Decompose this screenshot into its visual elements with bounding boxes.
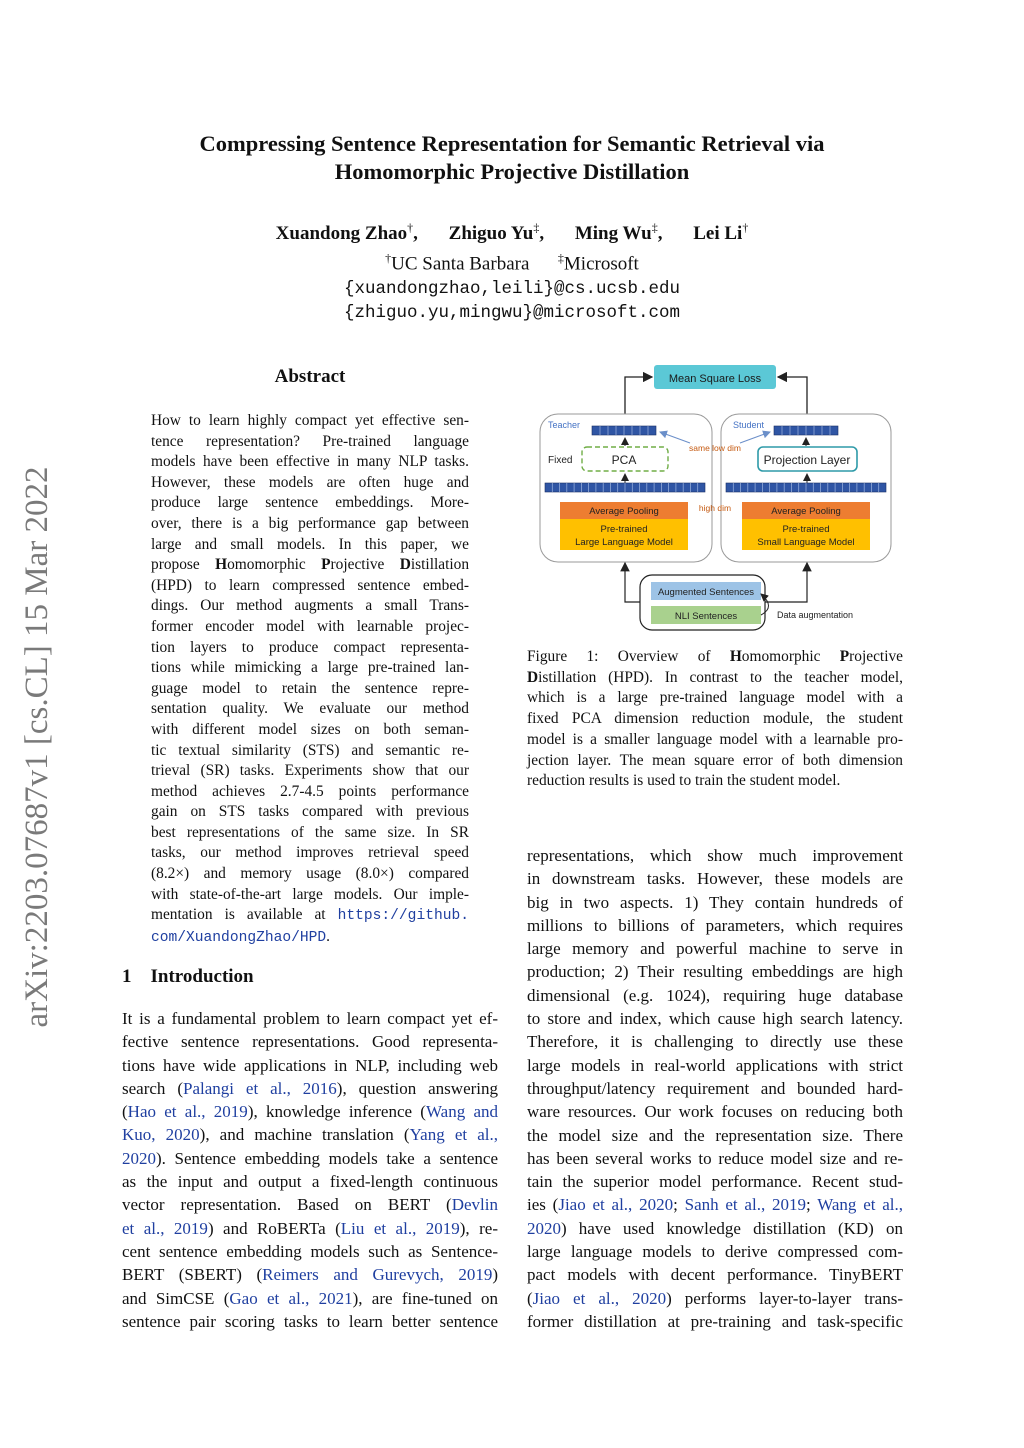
right-column-line: throughput/latency requirement and bounded hard- xyxy=(527,1078,903,1098)
teacher-avg-pool-label: Average Pooling xyxy=(589,506,659,517)
title-line-2: Homomorphic Projective Distillation xyxy=(334,159,690,184)
intro-line: as the input and output a fixed-length continuous xyxy=(122,1172,498,1192)
intro-line: sentence pair scoring tasks to learn better sentence xyxy=(122,1311,498,1331)
github-link-cont[interactable]: com/XuandongZhao/HPD xyxy=(151,929,327,946)
author-1: Xuandong Zhao†, xyxy=(275,221,418,245)
abstract-line: produce large sentence embeddings. More- xyxy=(151,494,469,512)
intro-line: BERT (SBERT) (Reimers and Gurevych, 2019) xyxy=(122,1265,499,1285)
abstract-line: guage model to retain the sentence repre- xyxy=(151,679,469,697)
affiliations: †UC Santa Barbara ‡Microsoft xyxy=(385,251,639,275)
caption-line: Figure 1: Overview of Homomorphic Projective xyxy=(527,648,903,665)
small-lm-label-2: Small Language Model xyxy=(757,537,855,548)
citation-link[interactable]: Yang et al., xyxy=(409,1125,498,1145)
caption-line: reduction results is used to train the student model. xyxy=(527,772,841,790)
right-column-line: big in two aspects. 1) They contain hundreds of xyxy=(527,892,903,912)
right-column-line: Therefore, it is challenging to directly use these xyxy=(527,1032,903,1052)
citation-link[interactable]: Liu et al., 2019 xyxy=(340,1218,460,1238)
author-3: Ming Wu‡, xyxy=(574,221,663,245)
intro-body xyxy=(122,1007,498,1333)
high-dim-label: high dim xyxy=(698,503,732,513)
intro-line: vector representation. Based on BERT (Devlin xyxy=(122,1195,498,1215)
author-block xyxy=(120,216,904,325)
abstract-body xyxy=(151,411,469,948)
right-column-line: to store and index, which cause high search latency. xyxy=(527,1009,903,1029)
large-lm-label-1: Pre-trained xyxy=(600,524,648,535)
citation-link[interactable]: 2020 xyxy=(527,1218,561,1238)
right-column-line: dimensional (e.g. 1024), requiring huge database xyxy=(527,985,903,1005)
citation-link[interactable]: Hao et al., 2019 xyxy=(127,1102,248,1122)
abstract-line: trieval (SR) tasks. Experiments show that our xyxy=(151,762,469,780)
abstract-line: dings. Our method augments a small Trans- xyxy=(151,597,469,615)
intro-line: and SimCSE (Gao et al., 2021), are fine-tuned on xyxy=(122,1288,498,1308)
caption-line: model is a smaller language model with a learnable pro- xyxy=(527,730,903,748)
citation-link[interactable]: Jiao et al., 2020 xyxy=(532,1288,667,1308)
citation-link[interactable]: Devlin xyxy=(451,1195,498,1215)
projection-layer-label: Projection Layer xyxy=(763,453,851,467)
abstract-heading: Abstract xyxy=(274,366,346,387)
citation-link[interactable]: Kuo, 2020 xyxy=(122,1125,200,1145)
teacher-to-loss-arrow xyxy=(625,377,652,414)
nli-sentences-label: NLI Sentences xyxy=(674,611,738,622)
intro-heading: 1 Introduction xyxy=(122,966,254,987)
figure-caption xyxy=(527,647,903,792)
abstract-line: large and small models. In this paper, we xyxy=(151,535,469,553)
abstract-line: tions while mimicking a large pre-trained lan- xyxy=(151,659,469,677)
right-column-line: (Jiao et al., 2020) performs layer-to-layer trans- xyxy=(527,1288,904,1308)
right-column-line: representations, which show much improvement xyxy=(527,846,903,865)
github-link[interactable]: https://github. xyxy=(337,908,469,925)
right-column-line: large models in real-world applications with strict xyxy=(527,1055,903,1075)
fixed-label: Fixed xyxy=(548,455,573,466)
abstract-line: models have been effective in many NLP tasks. xyxy=(151,453,469,471)
abstract-line: method achieves 2.7-4.5 points performance xyxy=(151,782,469,800)
same-low-dim-label: same low dim xyxy=(689,443,741,453)
right-column-line: large language models to derive compressed com- xyxy=(527,1242,903,1262)
intro-line: et al., 2019) and RoBERTa (Liu et al., 2019), re- xyxy=(122,1218,498,1238)
caption-line: which is a large pre-trained language model with a xyxy=(527,689,903,707)
right-column-line: millions to billions of parameters, which requires xyxy=(527,915,903,935)
intro-line: cent sentence embedding models such as Sentence- xyxy=(122,1241,498,1261)
abstract-line: tasks, our method improves retrieval speed xyxy=(151,844,469,862)
pca-label: PCA xyxy=(611,453,637,467)
title-line-1: Compressing Sentence Representation for Semantic Retrieval via xyxy=(199,131,825,156)
augmented-sentences-label: Augmented Sentences xyxy=(657,587,755,598)
citation-link[interactable]: Wang et al., xyxy=(817,1195,904,1215)
abstract-line: tence representation? Pre-trained language xyxy=(151,432,469,450)
abstract-line: with different model sizes on both seman- xyxy=(151,720,469,738)
intro-line: 2020). Sentence embedding models take a sentence xyxy=(122,1148,498,1168)
abstract-line: (8.2×) and memory usage (8.0×) compared xyxy=(151,865,469,883)
abstract-line: However, these models are often huge and xyxy=(151,473,469,491)
right-column-line: the model size and the representation size. There xyxy=(527,1125,903,1145)
data-augmentation-label: Data augmentation xyxy=(777,610,854,620)
abstract-line: best representations of the same size. In SR xyxy=(151,823,469,841)
citation-link[interactable]: Wang and xyxy=(425,1102,499,1122)
abstract-line: over, there is a big performance gap between xyxy=(151,514,469,532)
arxiv-stamp: arXiv:2203.07687v1 [cs.CL] 15 Mar 2022 xyxy=(19,466,55,1028)
data-to-student-arrow xyxy=(765,563,807,602)
intro-line: It is a fundamental problem to learn compact yet ef- xyxy=(122,1009,498,1028)
author-2: Zhiguo Yu‡, xyxy=(448,221,545,245)
intro-line: fective sentence representations. Good representa- xyxy=(122,1032,498,1052)
right-column-line: has been several works to reduce model size and re- xyxy=(527,1148,903,1168)
small-lm-label-1: Pre-trained xyxy=(782,524,830,535)
student-label: Student xyxy=(733,420,765,430)
email-1: {xuandongzhao,leili}@cs.ucsb.edu xyxy=(343,278,681,299)
student-avg-pool-label: Average Pooling xyxy=(771,506,841,517)
caption-line: Distillation (HPD). In contrast to the teacher model, xyxy=(527,668,903,686)
author-4: Lei Li† xyxy=(693,221,749,245)
email-2: {zhiguo.yu,mingwu}@microsoft.com xyxy=(343,302,681,323)
right-column-line: 2020) have used knowledge distillation (KD) on xyxy=(527,1218,903,1238)
abstract-hpd-line: propose Homomorphic Projective Distillation xyxy=(151,556,470,574)
right-column-line: in downstream tasks. However, these models are xyxy=(527,869,903,889)
abstract-line: tic textual similarity (STS) and semantic re- xyxy=(151,741,469,759)
mse-label: Mean Square Loss xyxy=(668,373,762,385)
paper-title xyxy=(120,130,904,186)
hpd-diagram xyxy=(530,362,900,632)
abstract-line: former encoder model with learnable projec- xyxy=(151,617,469,635)
citation-link[interactable]: Jiao et al., 2020 xyxy=(558,1195,674,1215)
intro-line: (Hao et al., 2019), knowledge inference (Wang and xyxy=(122,1102,499,1122)
abstract-line: gain on STS tasks compared with previous xyxy=(151,803,469,821)
intro-line: Kuo, 2020), and machine translation (Yang et al., xyxy=(122,1125,498,1145)
author-names xyxy=(120,216,904,246)
citation-link[interactable]: Reimers and Gurevych, 2019 xyxy=(262,1265,493,1285)
abstract-line: How to learn highly compact yet effective sen- xyxy=(151,412,469,429)
right-column-line: pact models with decent performance. TinyBERT xyxy=(527,1265,903,1285)
right-column-body xyxy=(527,844,903,1333)
teacher-label: Teacher xyxy=(548,420,581,430)
abstract-line: tion layers to produce compact representa- xyxy=(151,638,469,656)
large-lm-label-2: Large Language Model xyxy=(575,537,673,548)
citation-link[interactable]: et al., 2019 xyxy=(122,1218,208,1238)
right-column-line: ware resources. Our work focuses on reducing both xyxy=(527,1102,903,1122)
right-column-line: former distillation at pre-training and task-specific xyxy=(527,1311,903,1331)
abstract-line: sentation quality. We evaluate our method xyxy=(151,700,469,718)
abstract-line: with state-of-the-art large models. Our imple- xyxy=(151,885,469,903)
citation-link[interactable]: Gao et al., 2021 xyxy=(229,1288,353,1308)
student-to-loss-arrow xyxy=(778,377,807,414)
abstract-url-line: mentation is available at https://github. xyxy=(151,906,469,925)
abstract-url-line-2: com/XuandongZhao/HPD. xyxy=(151,927,331,946)
right-column-line: large memory and powerful machine to serve in xyxy=(527,939,903,959)
caption-line: jection layer. The mean square error of both dimension xyxy=(527,751,903,769)
abstract-line: (HPD) to learn compressed sentence embed- xyxy=(151,576,469,594)
right-column-line: production; 2) Their resulting embeddings are high xyxy=(527,962,903,982)
caption-line: fixed PCA dimension reduction module, the student xyxy=(527,710,903,728)
citation-link[interactable]: Sanh et al., 2019 xyxy=(684,1195,806,1215)
right-column-line: tain the superior model performance. Recent stud- xyxy=(527,1172,903,1192)
intro-line: search (Palangi et al., 2016), question answering xyxy=(122,1078,499,1098)
data-to-teacher-arrow xyxy=(625,563,640,602)
citation-link[interactable]: Palangi et al., 2016 xyxy=(183,1078,337,1098)
right-column-line: ies (Jiao et al., 2020; Sanh et al., 2019; Wang et al., xyxy=(527,1195,904,1215)
intro-line: tions have wide applications in NLP, including web xyxy=(122,1055,498,1075)
citation-link[interactable]: 2020 xyxy=(122,1148,156,1168)
